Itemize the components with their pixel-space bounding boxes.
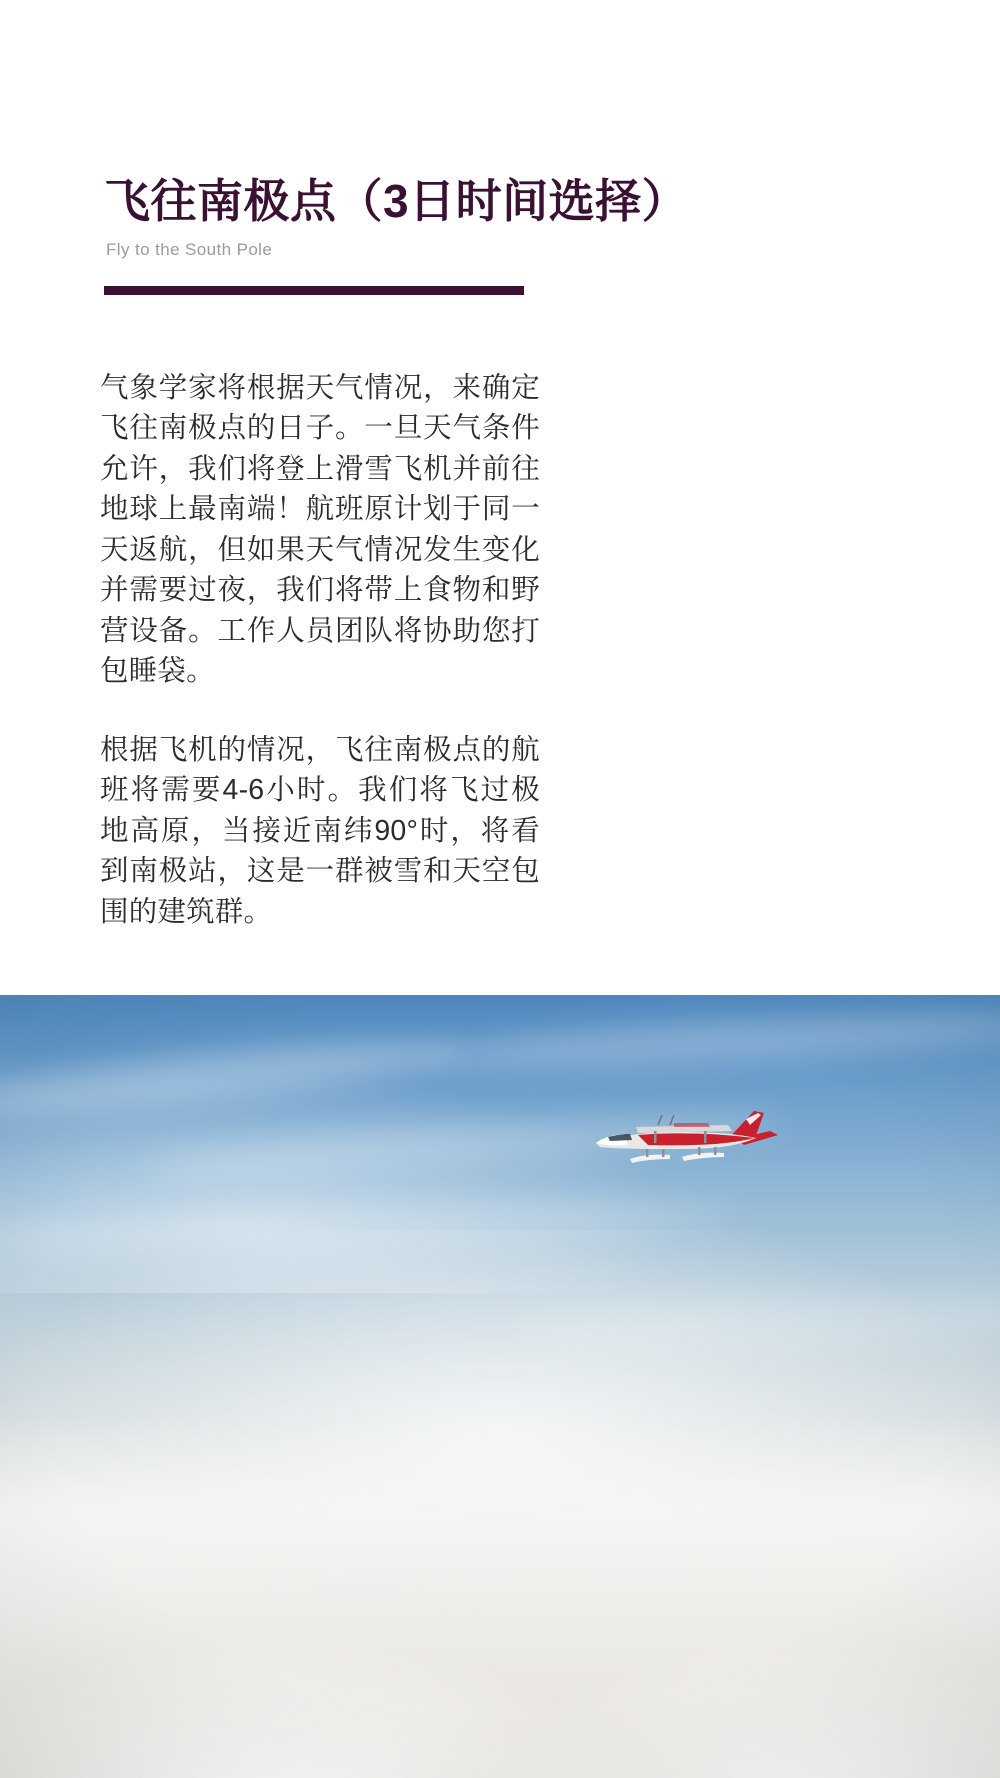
- paragraph-1: 气象学家将根据天气情况，来确定飞往南极点的日子。一旦天气条件允许，我们将登上滑雪飞机并前往地球上最南端！航班原计划于同一天返航，但如果天气情况发生变化并需要过夜，我们将带上食物和野营设备。工作人员团队将协助您打包睡袋。: [100, 372, 540, 688]
- body-copy: [100, 368, 540, 932]
- title-underline-rule: [104, 286, 524, 295]
- page-subtitle: Fly to the South Pole: [106, 239, 273, 259]
- page-header: [104, 175, 904, 260]
- cloud-sea-highlight: [0, 1559, 1000, 1778]
- paragraph-2: 根据飞机的情况，飞往南极点的航班将需要4-6小时。我们将飞过极地高原，当接近南纬90°时，将看到南极站，这是一群被雪和天空包围的建筑群。: [100, 733, 540, 928]
- ski-plane-icon: [578, 1105, 788, 1185]
- hero-photo: [0, 995, 1000, 1778]
- page-title: 飞往南极点（3日时间选择）: [104, 175, 689, 227]
